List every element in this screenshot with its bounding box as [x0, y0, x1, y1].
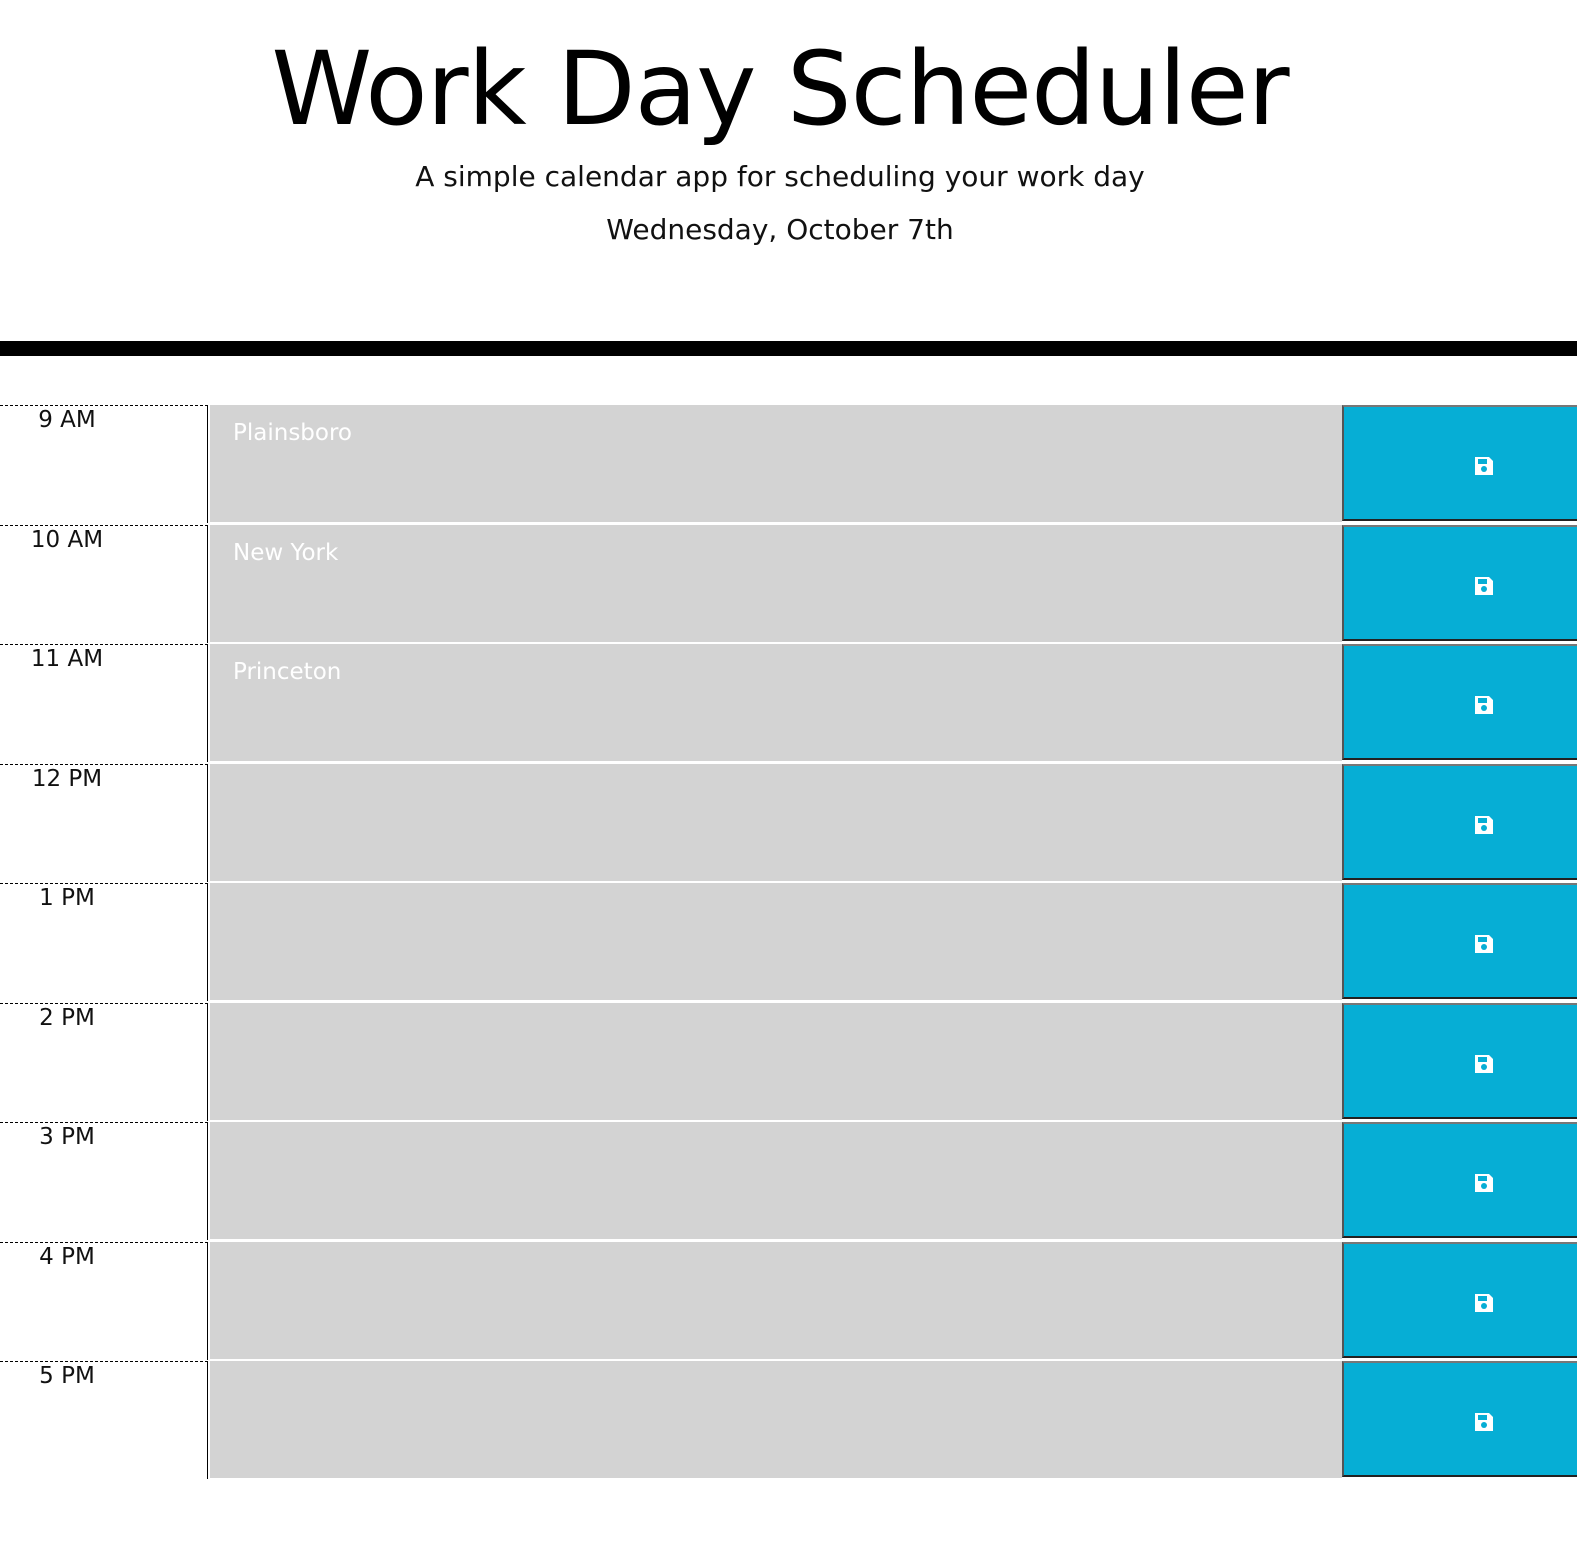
time-block-row	[0, 1003, 1577, 1123]
save-button[interactable]	[1342, 1242, 1577, 1358]
save-button[interactable]	[1342, 525, 1577, 641]
page-subtitle: A simple calendar app for scheduling your work day	[415, 160, 1145, 193]
event-description[interactable]	[210, 883, 1342, 1002]
save-button[interactable]	[1342, 405, 1577, 521]
event-description[interactable]	[210, 1242, 1342, 1361]
save-icon	[1472, 813, 1496, 837]
save-button[interactable]	[1342, 1122, 1577, 1238]
save-icon	[1472, 693, 1496, 717]
time-block-row	[0, 525, 1577, 645]
hour-cell	[0, 644, 208, 762]
hour-cell	[0, 1242, 208, 1360]
event-text: Princeton	[233, 659, 342, 685]
hour-cell	[0, 764, 208, 882]
event-description[interactable]	[210, 1122, 1342, 1241]
hour-cell	[0, 1122, 208, 1240]
save-icon	[1472, 454, 1496, 478]
save-icon	[1472, 1291, 1496, 1315]
event-description[interactable]	[210, 764, 1342, 883]
hour-cell	[0, 883, 208, 1001]
schedule	[0, 405, 1577, 1481]
save-icon	[1472, 1171, 1496, 1195]
time-block-row	[0, 764, 1577, 884]
event-description[interactable]	[210, 1003, 1342, 1122]
hour-cell	[0, 1361, 208, 1479]
save-icon	[1472, 1052, 1496, 1076]
event-description[interactable]	[210, 525, 1342, 644]
hour-cell	[0, 1003, 208, 1121]
time-block-row	[0, 1122, 1577, 1242]
save-button[interactable]	[1342, 883, 1577, 999]
hour-cell	[0, 405, 208, 523]
time-block-row	[0, 405, 1577, 525]
hour-label: 1 PM	[39, 885, 95, 911]
event-description[interactable]	[210, 644, 1342, 763]
time-block-row	[0, 1242, 1577, 1362]
event-description[interactable]	[210, 405, 1342, 524]
save-icon	[1472, 574, 1496, 598]
save-icon	[1472, 932, 1496, 956]
hour-cell	[0, 525, 208, 643]
event-text: Plainsboro	[233, 420, 352, 446]
hour-label: 9 AM	[38, 407, 96, 433]
time-block-row	[0, 883, 1577, 1003]
save-button[interactable]	[1342, 644, 1577, 760]
header	[0, 0, 1577, 356]
hour-label: 12 PM	[31, 765, 103, 792]
hour-label: 2 PM	[39, 1004, 95, 1031]
save-button[interactable]	[1342, 764, 1577, 880]
hour-label: 10 AM	[30, 526, 104, 553]
page-title: Work Day Scheduler	[271, 30, 1289, 149]
hour-label: 4 PM	[39, 1243, 95, 1270]
event-description[interactable]	[210, 1361, 1342, 1480]
event-text: New York	[233, 539, 339, 566]
time-block-row	[0, 1361, 1577, 1481]
hour-label: 5 PM	[39, 1363, 95, 1389]
time-block-row	[0, 644, 1577, 764]
hour-label: 3 PM	[39, 1124, 95, 1150]
save-button[interactable]	[1342, 1003, 1577, 1119]
save-icon	[1472, 1410, 1496, 1434]
save-button[interactable]	[1342, 1361, 1577, 1477]
hour-label: 11 AM	[30, 646, 104, 672]
current-date: Wednesday, October 7th	[606, 213, 954, 246]
